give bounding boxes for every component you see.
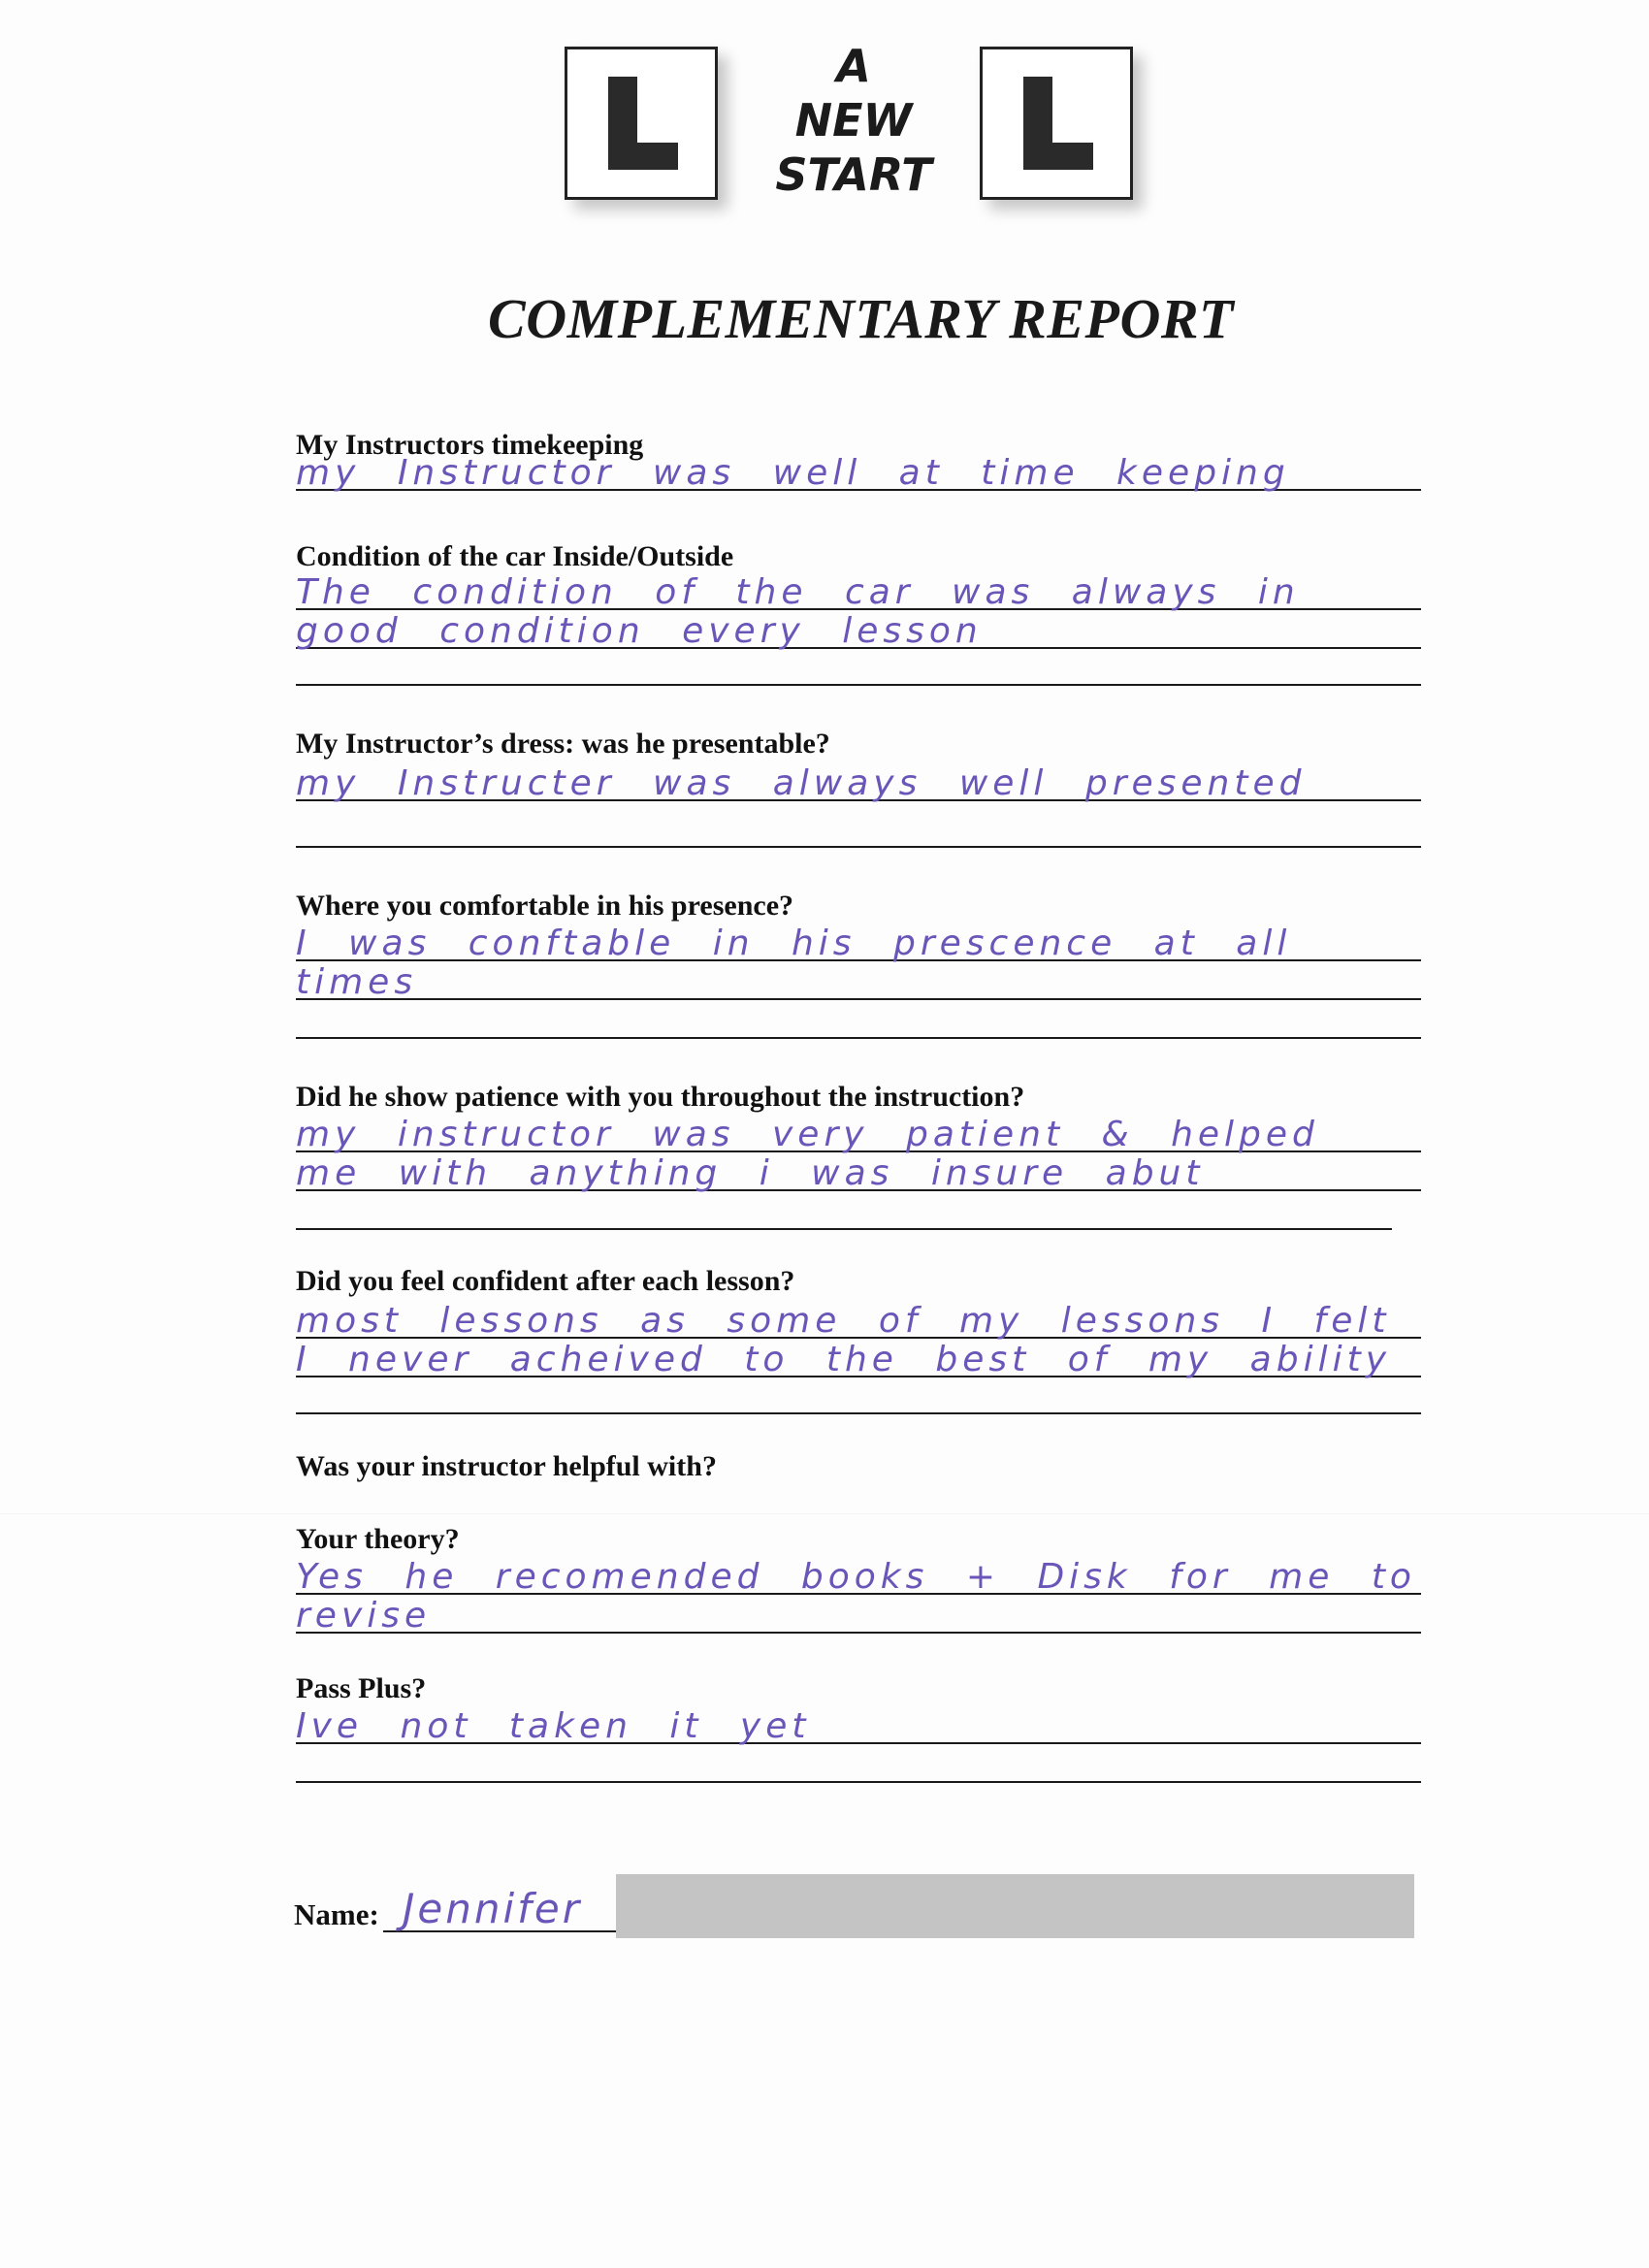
answer-line	[296, 1339, 1421, 1377]
handwritten-answer: my Instructor was well at time keeping	[296, 453, 1290, 493]
answer-line	[296, 1300, 1421, 1339]
handwritten-answer: revise	[296, 1596, 432, 1636]
question-timekeeping	[296, 427, 1421, 491]
answer-line	[296, 453, 1421, 493]
question-label: Did he show patience with you throughout the instruction?	[296, 1081, 1025, 1113]
question-label: Was your instructor helpful with?	[296, 1450, 717, 1482]
question-comfortable	[296, 888, 1421, 1039]
question-label: Condition of the car Inside/Outside	[296, 540, 734, 572]
handwritten-answer: Yes he recomended books + Disk for me to	[296, 1557, 1416, 1597]
answer-line	[296, 649, 1421, 686]
learner-plate-left-icon	[565, 47, 718, 200]
a-new-start-logo	[563, 39, 1145, 213]
question-patience	[296, 1079, 1421, 1230]
answer-line	[296, 762, 1421, 801]
answer-line	[296, 1744, 1421, 1783]
redaction-box	[616, 1874, 1414, 1938]
question-label: My Instructor’s dress: was he presentable?	[296, 728, 830, 760]
handwritten-answer: times	[296, 962, 418, 1002]
answer-line	[296, 1595, 1421, 1634]
question-dress	[296, 726, 1421, 848]
answer-line	[296, 1191, 1392, 1230]
answer-line	[296, 610, 1421, 649]
question-label: Your theory?	[296, 1523, 460, 1555]
answer-line	[296, 1377, 1421, 1414]
answer-line	[296, 1000, 1421, 1039]
question-confident	[296, 1263, 1421, 1414]
logo-text	[747, 39, 960, 202]
question-theory	[296, 1521, 1421, 1634]
name-label: Name:	[294, 1897, 379, 1931]
question-car-condition	[296, 538, 1421, 686]
question-label: Where you comfortable in his presence?	[296, 890, 794, 922]
answer-line	[296, 1116, 1421, 1152]
handwritten-answer: good condition every lesson	[296, 611, 983, 651]
handwritten-answer: The condition of the car was always in	[296, 572, 1300, 612]
question-label: Pass Plus?	[296, 1672, 427, 1704]
logo-text-line-1: A	[836, 40, 871, 92]
answer-line	[296, 1558, 1421, 1595]
answer-line	[296, 1707, 1421, 1744]
handwritten-answer: my instructor was very patient & helped	[296, 1115, 1319, 1154]
page-title: COMPLEMENTARY REPORT	[488, 287, 1234, 350]
logo-text-line-2: NEW	[794, 94, 913, 146]
name-value: Jennifer	[403, 1885, 583, 1932]
handwritten-answer: me with anything i was insure abut	[296, 1153, 1205, 1193]
answer-line	[296, 1152, 1421, 1191]
answer-line	[296, 572, 1421, 612]
paper-fold-line	[0, 1513, 1649, 1514]
handwritten-answer: I never acheived to the best of my ability	[296, 1340, 1392, 1379]
handwritten-answer: my Instructer was always well presented	[296, 763, 1307, 803]
answer-line	[296, 924, 1421, 961]
learner-plate-right-icon	[980, 47, 1133, 200]
handwritten-answer: Ive not taken it yet	[296, 1706, 811, 1746]
logo-text-line-3: START	[775, 148, 932, 201]
answer-line	[296, 801, 1421, 848]
question-helpful-with	[296, 1448, 1421, 1485]
handwritten-answer: I was conftable in his prescence at all	[296, 923, 1292, 963]
name-row	[294, 1874, 1424, 1942]
handwritten-answer: most lessons as some of my lessons I felt	[296, 1301, 1391, 1341]
answer-line	[296, 961, 1421, 1000]
question-label: My Instructors timekeeping	[296, 429, 644, 461]
question-label: Did you feel confident after each lesson?	[296, 1265, 795, 1297]
question-pass-plus	[296, 1670, 1421, 1783]
